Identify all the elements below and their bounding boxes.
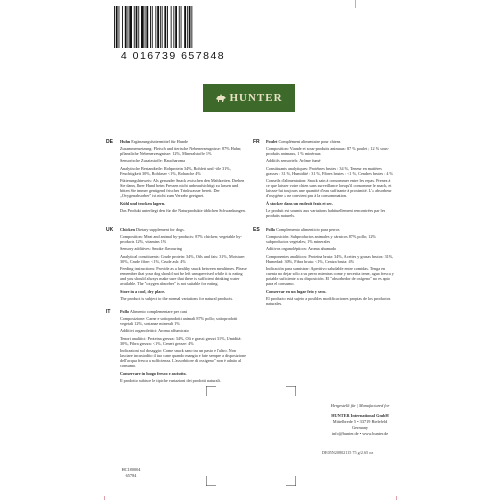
barcode-bar: [155, 6, 156, 48]
barcode-number: 4 016739 657848: [120, 50, 226, 62]
barcode-bar: [160, 6, 161, 48]
barcode-bar: [128, 6, 129, 48]
guide-mark-top: [355, 0, 356, 8]
barcode-bar: [175, 6, 177, 48]
manufacturer-info: [320, 403, 400, 437]
it-line-1: Alimento complementare per cani: [129, 309, 187, 314]
section-es: [266, 227, 394, 308]
barcode-bar: [157, 6, 159, 48]
es-line-2: Composición: Subproductos animales y cárnicos 87% pollo; 12% subproductos vegetales; 1% minerales: [266, 234, 376, 245]
fr-line-4: Constituants analytiques: Protéines brutes : 34 %, Teneur en matières grasses : 31 %, Humidité : 31 %, Fibres brutes : <1 %, Cendres brutes : 4 %: [266, 165, 394, 176]
section-es-title: Pollo: [266, 227, 276, 232]
guide-mark-left: [104, 496, 105, 500]
barcode-bar: [145, 6, 146, 48]
barcode-bar: [189, 6, 191, 48]
fr-line-2: Composition: Viande et sous-produits animaux: 87 % poulet ; 12 % sous-produits animaux, 1 % minéraux: [266, 146, 390, 157]
fr-line-6: À stocker dans un endroit frais et sec.: [266, 200, 334, 206]
hunter-logo: [203, 84, 295, 112]
barcode-bar: [173, 6, 174, 48]
uk-line-1: Dietary supplement for dogs.: [135, 227, 185, 232]
barcode-bar: [141, 6, 144, 48]
manufacturer-country: Germany: [352, 425, 368, 430]
barcode-bar: [114, 6, 115, 48]
barcode-bar: [152, 6, 153, 48]
language-code-es: ES: [253, 227, 260, 233]
manufacturer-street: Mittelbrede 5 • 33719 Bielefeld: [332, 419, 388, 424]
de-line-2: Zusammensetzung: Fleisch und tierische Nebenerzeugnisse: 87% Huhn; pflanzliche Nebenerzeugnisse: 12%, Mineralstoffe 1%: [120, 146, 242, 157]
it-line-3: Additivi organolettici: Aroma affumicato: [120, 328, 189, 334]
section-de: [120, 139, 248, 215]
fr-line-3: Additifs sensoriels: Arôme fumé: [266, 158, 321, 164]
fr-line-1: Complément alimentaire pour chiens: [278, 139, 341, 144]
it-line-6: Conservare in luogo fresco e asciutto.: [120, 370, 187, 376]
section-fr-title: Poulet: [266, 139, 278, 144]
dog-logo-icon: [215, 93, 227, 103]
manufacturer-contact: info@hunter.de • www.hunter.de: [331, 431, 389, 436]
guide-mark-right: [396, 496, 397, 500]
barcode-bar: [191, 6, 192, 48]
es-line-7: El producto está sujeto a posibles modificaciones propias de los productos naturales.: [266, 295, 391, 306]
manufacturer-label: Hergestellt für | Manufactured for: [330, 403, 390, 408]
it-line-4: Tenori analitici: Proteina grezza: 34%, Oli e grassi grezzi 31%, Umidità: 30%, Fibra grezza: <1%, Ceneri grezze: 4%: [120, 335, 242, 346]
uk-line-4: Analytical constituents: Crude protein: 34%, Oils and fats: 31%, Moisture: 30%, Crude fibre: <1%, Crude ash: 4%: [120, 253, 246, 264]
barcode-bar: [162, 6, 163, 48]
barcode-bar: [150, 6, 151, 48]
manufacturer-email: info@hunter.de: [331, 431, 359, 436]
barcode-bar: [136, 6, 138, 48]
article-code-line-2: 65784: [125, 472, 137, 478]
barcode-bar: [116, 6, 118, 48]
barcode-bar: [181, 6, 182, 48]
barcode-bars: [114, 6, 232, 50]
language-code-it: IT: [106, 309, 111, 315]
barcode-bar: [138, 6, 139, 48]
it-line-5: Indicazioni sul dosaggio: Come snack sano tra un pasto e l'altro. Non lasciare incustodito il tuo cane quando mangia e fate sempre a disposizione dell'acqua fresca a sufficienza. L'assorbitore di ossigeno" non è adatto al consumo.: [120, 347, 246, 369]
section-it-title: Pollo: [120, 309, 130, 314]
language-code-fr: FR: [253, 139, 260, 145]
section-fr-text: [266, 139, 394, 144]
barcode-bar: [134, 6, 135, 48]
de-line-7: Das Produkt unterliegt den für die Naturprodukte üblichen Schwankungen.: [120, 207, 246, 213]
es-line-3: Aditivos organolépticos: Aroma ahumado: [266, 246, 337, 252]
barcode-bar: [187, 6, 188, 48]
barcode: [112, 6, 234, 66]
section-uk: [120, 227, 248, 303]
uk-line-7: The product is subject to the normal variations for natural products.: [120, 295, 234, 301]
barcode-bar: [164, 6, 166, 48]
article-code: [116, 467, 146, 478]
language-code-uk: UK: [106, 227, 114, 233]
uk-line-3: Sensory additives: Smoke flavouring: [120, 246, 182, 252]
section-de-title: Huhn: [120, 139, 131, 144]
de-line-6: Kühl und trocken lagern.: [120, 200, 166, 206]
language-code-de: DE: [106, 139, 113, 145]
section-it-text: [120, 309, 248, 314]
barcode-bar: [167, 6, 168, 48]
section-es-text: [266, 227, 394, 232]
uk-line-5: Feeding instructions: Provide as a healthy snack between mealtimes. Please remember that your dog should not be left unsupervised while it is eating and you should always make sure that there is sufficient drinking water available. The "oxygen absorber" is not suitable for eating.: [120, 265, 247, 287]
de-line-1: Ergänzungsfuttermittel für Hunde: [131, 139, 188, 144]
barcode-bar: [171, 6, 172, 48]
barcode-bar: [179, 6, 180, 48]
barcode-bar: [184, 6, 186, 48]
batch-weight-code: DE05N20802115 75 g/2.65 oz: [322, 450, 374, 455]
window-frame-corners: [206, 386, 296, 486]
section-de-text: [120, 139, 248, 144]
es-line-1: Complemento alimenticio para perros: [276, 227, 340, 232]
it-line-2: Composizione: Carne e sottoprodotti animali 87% pollo; sottoprodotti vegetali 12%, sostanze minerali 1%: [120, 316, 238, 327]
es-line-4: Componentes analíticos: Proteína bruta: 34%, Aceites y grasas brutos: 31%, Humedad: 30%, Fibra bruta: <1%, Ceniza bruta: 4%: [266, 253, 394, 264]
de-line-5: Fütterungshinweis: Als gesunder Snack zwischen den Mahlzeiten. Drehen Sie dann, Ihrer Hund beim Fressen nicht unbeaufsichtigt zu lassen und bitten Sie immer genügend frisches Trinkwasser bereit. Der „Ovygenabsorber" ist nicht zum Verzehr geeignet.: [120, 177, 245, 199]
section-uk-text: [120, 227, 248, 232]
section-uk-title: Chicken: [120, 227, 135, 232]
barcode-bar: [122, 6, 123, 48]
de-line-3: Sensorische Zusatzstoffe: Raucharoma: [120, 158, 186, 164]
uk-line-6: Store in a cool, dry place.: [120, 288, 166, 294]
article-code-line-1: HC180004: [121, 467, 141, 472]
es-line-6: Conservar en un lugar frío y seco.: [266, 288, 327, 294]
manufacturer-company: HUNTER International GmbH: [331, 413, 389, 418]
section-it: [120, 309, 248, 385]
fr-line-7: Le produit est soumis aux variations habituellement rencontrées par les produits naturels.: [266, 207, 386, 218]
it-line-7: Il prodotto subisce le tipiche variazioni dei prodotti naturali.: [120, 377, 221, 383]
barcode-bar: [146, 6, 148, 48]
de-line-4: Analytische Bestandteile: Rohprotein 34%, Rohfett und -öle 31%, Feuchtigkeit 30%, Rohfaser <1%, Rohasche 4%: [120, 165, 231, 176]
logo-text: HUNTER: [229, 92, 283, 104]
barcode-bar: [119, 6, 120, 48]
manufacturer-web: www.hunter.de: [362, 431, 389, 436]
es-line-5: Indicación para sumistrar: Aperitivo saludable entre comidas. Tenga en cuenta no dejar sólo a su perro mientras come y necesita tener, agua fresca y potable suficiente a su disposición. El "absorbedor de oxígeno" no es apto para el consumo.: [266, 265, 394, 287]
uk-line-2: Composition: Meat and animal by-products: 87% chicken; vegetable by-products 12%, vitamins 1%: [120, 234, 242, 245]
barcode-bar: [129, 6, 132, 48]
fr-line-5: Conseils d'alimentation: Snack sain à consommer entre les repas. Prenez à ce que laisser votre chien sans surveillance lorsqu'il consomme le snack, et laissez-lui toujours une quantité d'eau suffisante à proximité. L'« absorbeur d'oxygène » ne convient pas à la consommation.: [266, 177, 392, 199]
section-fr: [266, 139, 394, 220]
barcode-bar: [125, 6, 127, 48]
